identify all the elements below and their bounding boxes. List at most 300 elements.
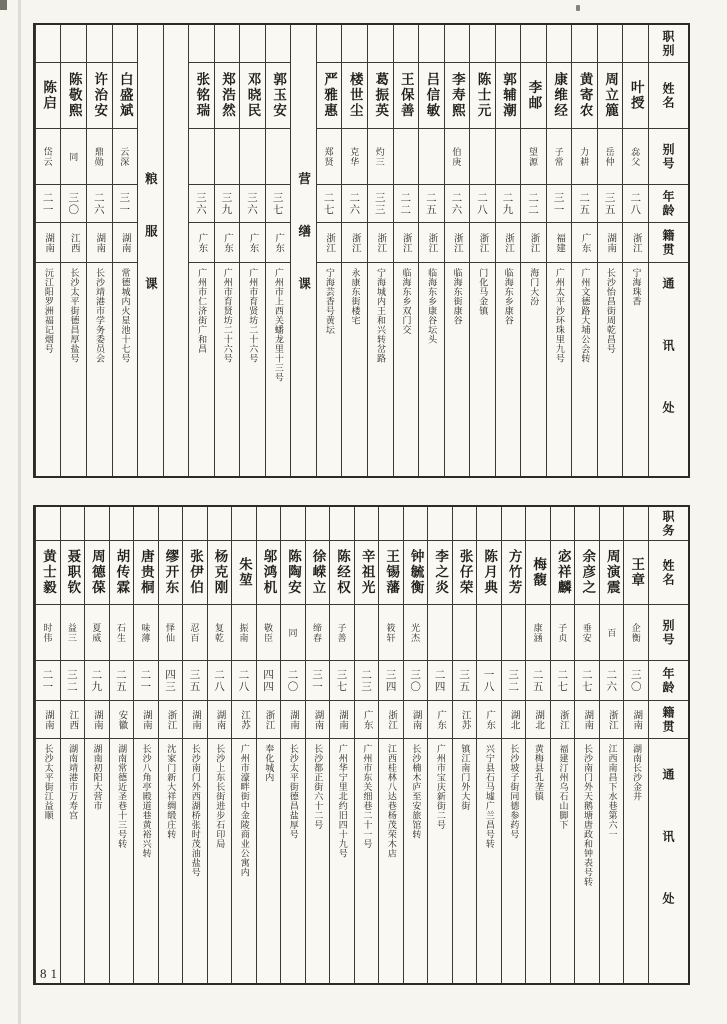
alias-cell-text: 夏威 [91, 622, 102, 643]
address-cell-text: 永康东街楼宅 [350, 268, 361, 325]
alias-cell [159, 605, 183, 661]
alias-cell [281, 605, 305, 661]
address-cell [215, 263, 240, 476]
name-cell [342, 63, 367, 129]
age-cell-text: 二五 [114, 668, 127, 693]
person-column [403, 507, 428, 983]
native-cell [113, 223, 138, 263]
person-column [546, 25, 572, 476]
address-cell [317, 263, 342, 476]
name-cell [159, 541, 183, 605]
alias-cell [547, 129, 572, 185]
age-cell-text: 二八 [237, 668, 250, 693]
age-cell-text: 三〇 [629, 668, 642, 693]
native-cell-text: 浙江 [426, 232, 438, 253]
address-cell [526, 739, 550, 983]
alias-cell [355, 605, 379, 661]
job-header-cell [649, 25, 688, 63]
native-cell-text: 江西 [68, 232, 80, 253]
address-cell-text: 海门大汾 [529, 268, 540, 306]
name-cell-text: 康维经 [552, 72, 568, 119]
person-column [188, 25, 214, 476]
native-cell-text: 广东 [247, 232, 259, 253]
native-cell [453, 701, 477, 739]
address-cell-text: 临海东街康谷 [452, 268, 463, 325]
name-cell-text: 张仔荣 [457, 549, 473, 596]
age-cell [257, 661, 281, 701]
native-cell [526, 701, 550, 739]
address-cell [134, 739, 158, 983]
name-cell-text: 叶授 [628, 80, 644, 111]
address-cell-text: 常德城内火星池十七号 [120, 268, 131, 363]
alias-cell [598, 129, 623, 185]
address-cell-text: 沅江阳罗洲福记烟号 [43, 268, 54, 354]
name-cell-text: 葛振英 [373, 72, 389, 119]
job-cell [445, 25, 470, 63]
person-column [393, 25, 419, 476]
name-cell [394, 63, 419, 129]
name-cell [281, 541, 305, 605]
address-cell-text: 广州市东关细巷二十一号 [362, 744, 373, 849]
name-cell-text: 吕信敏 [424, 72, 440, 119]
name-cell [36, 63, 61, 129]
name-cell-text: 王锡藩 [384, 549, 400, 596]
person-column [60, 507, 85, 983]
job-cell [551, 507, 575, 541]
address-cell-text: 宁海珠香 [631, 268, 642, 306]
directory-table-top [33, 23, 690, 478]
person-column [214, 25, 240, 476]
age-cell-text: 二五 [424, 191, 437, 216]
address-cell [428, 739, 452, 983]
native-cell-text: 浙江 [324, 232, 336, 253]
alias-cell-text: 子贞 [557, 622, 568, 643]
native-cell [355, 701, 379, 739]
native-cell [281, 701, 305, 739]
native-cell [240, 223, 265, 263]
age-cell [159, 661, 183, 701]
native-cell [394, 223, 419, 263]
job-header-label: 职务 [661, 509, 675, 538]
native-cell [189, 223, 214, 263]
native-cell [61, 223, 86, 263]
address-cell [110, 739, 134, 983]
age-cell-text: 二八 [212, 668, 225, 693]
name-cell [600, 541, 624, 605]
address-cell-text: 湖南常德近圣巷十三号转 [117, 744, 128, 849]
address-cell-text: 长沙坡子街同德参药号 [509, 744, 520, 839]
section-divider-column [137, 25, 163, 476]
job-header-cell [649, 507, 688, 541]
native-cell [623, 223, 648, 263]
age-cell-text: 三五 [603, 191, 616, 216]
scan-ink-mark [576, 5, 580, 11]
age-cell [470, 185, 495, 223]
person-column [109, 507, 134, 983]
name-cell-text: 郭玉安 [271, 72, 287, 119]
native-cell-text: 湖南 [605, 232, 617, 253]
native-cell-text: 浙江 [557, 709, 569, 730]
name-cell-text: 方竹芳 [506, 549, 522, 596]
job-cell [61, 507, 85, 541]
age-cell [547, 185, 572, 223]
person-column [280, 507, 305, 983]
name-cell [551, 541, 575, 605]
native-cell [445, 223, 470, 263]
alias-cell [257, 605, 281, 661]
native-cell-text: 湖南 [214, 709, 226, 730]
native-cell [368, 223, 393, 263]
name-cell-text: 王章 [629, 557, 645, 588]
field-header-column [648, 507, 688, 983]
address-cell-text: 黄梅县孔垄镇 [533, 744, 544, 801]
address-cell [368, 263, 393, 476]
native-cell [551, 701, 575, 739]
age-cell [453, 661, 477, 701]
name-cell-text: 杨克刚 [212, 549, 228, 596]
native-cell [496, 223, 521, 263]
job-cell [317, 25, 342, 63]
native-cell [477, 701, 501, 739]
name-cell [419, 63, 444, 129]
native-cell [266, 223, 291, 263]
native-cell-text: 湖南 [42, 709, 54, 730]
age-cell [232, 661, 256, 701]
age-cell [623, 185, 648, 223]
name-cell [575, 541, 599, 605]
name-cell-text: 辛祖光 [359, 549, 375, 596]
empty-column [163, 25, 189, 476]
name-cell [189, 63, 214, 129]
name-header-label: 姓名 [661, 81, 675, 110]
name-header-cell [649, 63, 688, 129]
alias-cell [183, 605, 207, 661]
scan-edge-shadow [18, 0, 21, 1024]
person-column [265, 25, 291, 476]
alias-cell [85, 605, 109, 661]
age-cell-text: 二八 [475, 191, 488, 216]
age-cell-text: 二六 [92, 191, 105, 216]
alias-cell [575, 605, 599, 661]
age-cell-text: 二一 [41, 668, 54, 693]
name-cell [232, 541, 256, 605]
person-column [427, 507, 452, 983]
person-column [469, 25, 495, 476]
native-cell-text: 浙江 [165, 709, 177, 730]
native-cell-text: 浙江 [606, 709, 618, 730]
alias-cell [134, 605, 158, 661]
age-cell-text: 四四 [262, 668, 274, 693]
name-cell-text: 邬鸿机 [261, 549, 277, 596]
address-cell [394, 263, 419, 476]
alias-cell [317, 129, 342, 185]
native-cell-text: 浙江 [400, 232, 412, 253]
alias-cell [342, 129, 367, 185]
native-cell [36, 701, 60, 739]
alias-cell [87, 129, 112, 185]
address-cell-text: 广州市濠畔街中金陵商业公寓内 [239, 744, 250, 877]
alias-cell [624, 605, 648, 661]
native-cell [183, 701, 207, 739]
directory-table-bottom [33, 505, 690, 985]
alias-cell [453, 605, 477, 661]
age-cell-text: 二七 [322, 191, 335, 216]
age-cell [394, 185, 419, 223]
native-cell [419, 223, 444, 263]
native-cell-text: 广东 [196, 232, 208, 253]
address-cell [379, 739, 403, 983]
name-cell-text: 周德葆 [89, 549, 105, 596]
address-cell [502, 739, 526, 983]
address-cell [281, 739, 305, 983]
native-cell-text: 湖南 [43, 232, 55, 253]
address-cell [575, 739, 599, 983]
native-header-label: 籍贯 [661, 705, 675, 734]
name-cell [453, 541, 477, 605]
alias-cell-text: 云深 [119, 146, 130, 167]
job-cell [404, 507, 428, 541]
age-cell-text: 二一 [139, 668, 152, 693]
native-cell-text: 浙江 [528, 232, 540, 253]
person-column [495, 25, 521, 476]
name-cell-text: 陈启 [41, 80, 57, 111]
name-cell [208, 541, 232, 605]
job-cell [428, 507, 452, 541]
alias-cell-text: 岱云 [42, 146, 53, 167]
job-cell [266, 25, 291, 63]
alias-cell [61, 129, 86, 185]
job-cell [281, 507, 305, 541]
address-header-cell [649, 739, 688, 983]
native-cell-text: 广东 [361, 709, 373, 730]
address-cell [183, 739, 207, 983]
age-cell-text: 二二 [527, 191, 540, 216]
age-cell-text: 三九 [220, 191, 233, 216]
age-cell-text: 二二 [399, 191, 412, 216]
name-cell [470, 63, 495, 129]
job-cell [215, 25, 240, 63]
name-cell-text: 唐贵桐 [138, 549, 154, 596]
name-cell-text: 楼世尘 [347, 72, 363, 119]
alias-cell-text: 光杰 [410, 622, 421, 643]
age-cell-text: 四三 [163, 668, 176, 693]
age-cell-text: 三二 [65, 668, 78, 693]
name-cell [404, 541, 428, 605]
address-cell [208, 739, 232, 983]
address-cell-text: 奉化城内 [264, 744, 275, 782]
address-cell [547, 263, 572, 476]
job-cell [240, 25, 265, 63]
alias-cell-text: 企衡 [630, 622, 641, 643]
age-cell [306, 661, 330, 701]
age-cell [330, 661, 354, 701]
alias-cell [368, 129, 393, 185]
job-cell [36, 25, 61, 63]
native-cell-text: 江西 [67, 709, 79, 730]
alias-cell [526, 605, 550, 661]
job-cell [419, 25, 444, 63]
name-cell [240, 63, 265, 129]
job-cell [547, 25, 572, 63]
name-cell-text: 梅馥 [531, 557, 547, 588]
address-header-label: 通讯处 [661, 768, 675, 954]
alias-header-cell [649, 605, 688, 661]
age-cell [404, 661, 428, 701]
age-cell-text: 二七 [556, 668, 569, 693]
native-cell [257, 701, 281, 739]
native-cell-text: 福建 [554, 232, 566, 253]
address-cell-text: 广州市上西关蟠龙里十三号 [273, 268, 284, 382]
native-header-cell [649, 701, 688, 739]
job-header-label: 职别 [661, 29, 675, 58]
alias-cell [61, 605, 85, 661]
name-cell-text: 王保善 [398, 72, 414, 119]
native-cell-text: 湖北 [508, 709, 520, 730]
alias-cell [502, 605, 526, 661]
native-cell-text: 湖南 [582, 709, 594, 730]
alias-cell [330, 605, 354, 661]
person-column [476, 507, 501, 983]
alias-cell-text: 郑贤 [323, 146, 334, 167]
alias-cell [572, 129, 597, 185]
job-cell [496, 25, 521, 63]
name-cell-text: 严雅惠 [322, 72, 338, 119]
age-cell-text: 三一 [552, 191, 565, 216]
name-header-cell [649, 541, 688, 605]
age-cell-text: 二六 [605, 668, 618, 693]
person-column [60, 25, 86, 476]
age-cell-text: 三二 [507, 668, 520, 693]
native-cell-text: 湖南 [410, 709, 422, 730]
name-cell [623, 63, 648, 129]
job-cell [623, 25, 648, 63]
name-cell-text: 钟毓衡 [408, 549, 424, 596]
name-cell-text: 胡传霖 [114, 549, 130, 596]
person-column [525, 507, 550, 983]
age-cell [240, 185, 265, 223]
age-header-cell [649, 185, 688, 223]
address-cell-text: 长沙太平街德昌厚盐号 [69, 268, 80, 363]
section-label-cell [138, 25, 163, 476]
alias-cell [496, 129, 521, 185]
native-cell-text: 浙江 [263, 709, 275, 730]
name-cell-text: 黄士毅 [40, 549, 56, 596]
name-cell-text: 陈士元 [475, 72, 491, 119]
age-cell [61, 661, 85, 701]
job-cell [36, 507, 60, 541]
name-cell-text: 张伊伯 [187, 549, 203, 596]
age-cell [477, 661, 501, 701]
section-label-cell [291, 25, 316, 476]
person-column [35, 25, 61, 476]
native-cell [232, 701, 256, 739]
native-cell [470, 223, 495, 263]
native-cell-text: 湖北 [533, 709, 545, 730]
age-cell [575, 661, 599, 701]
native-cell [61, 701, 85, 739]
address-cell-text: 宁海芸香号黄坛 [324, 268, 335, 335]
name-cell-text: 许治安 [92, 72, 108, 119]
job-cell [330, 507, 354, 541]
person-column [305, 507, 330, 983]
native-cell [600, 701, 624, 739]
name-cell [61, 541, 85, 605]
person-column [574, 507, 599, 983]
address-cell-text: 镇江南门外大街 [460, 744, 471, 811]
age-cell [496, 185, 521, 223]
alias-cell-text: 石生 [115, 622, 126, 643]
job-cell [159, 507, 183, 541]
native-cell-text: 湖南 [337, 709, 349, 730]
address-cell-text: 广州市育贤坊二十六号 [248, 268, 259, 363]
name-cell [547, 63, 572, 129]
native-cell [306, 701, 330, 739]
alias-cell-text: 克华 [349, 146, 360, 167]
age-cell [624, 661, 648, 701]
age-cell [572, 185, 597, 223]
native-cell [215, 223, 240, 263]
native-cell [330, 701, 354, 739]
age-cell [208, 661, 232, 701]
job-cell [61, 25, 86, 63]
age-cell-text: 二〇 [286, 668, 299, 693]
address-cell-text: 广州太平沙环珠里九号 [554, 268, 565, 363]
name-cell-text: 邓晓民 [245, 72, 261, 119]
address-cell-text: 宁海城内王和兴转岔路 [376, 268, 386, 363]
alias-cell-text: 筱轩 [385, 622, 396, 643]
age-cell [598, 185, 623, 223]
address-cell [306, 739, 330, 983]
alias-cell [113, 129, 138, 185]
job-cell [110, 507, 134, 541]
age-cell [36, 661, 60, 701]
person-column [418, 25, 444, 476]
age-cell [215, 185, 240, 223]
address-cell-text: 福建汀州乌石山脚下 [558, 744, 569, 830]
native-cell-text: 江苏 [238, 709, 250, 730]
alias-cell [215, 129, 240, 185]
name-cell [428, 541, 452, 605]
person-column [341, 25, 367, 476]
section-divider-column [290, 25, 316, 476]
job-cell [572, 25, 597, 63]
address-cell-text: 广州市育贤坊二十六号 [222, 268, 233, 363]
address-cell [266, 263, 291, 476]
alias-cell [445, 129, 470, 185]
age-cell [36, 185, 61, 223]
name-cell [36, 541, 60, 605]
address-cell [445, 263, 470, 476]
age-cell [445, 185, 470, 223]
native-cell [598, 223, 623, 263]
age-cell [281, 661, 305, 701]
address-cell [572, 263, 597, 476]
native-cell-text: 安徽 [116, 709, 128, 730]
native-cell [159, 701, 183, 739]
address-cell [551, 739, 575, 983]
name-cell-text: 聂职钦 [65, 549, 81, 596]
native-cell-text: 江苏 [459, 709, 471, 730]
alias-cell [36, 605, 60, 661]
person-column [35, 507, 60, 983]
age-cell [266, 185, 291, 223]
person-column [622, 25, 648, 476]
alias-cell [189, 129, 214, 185]
alias-cell [470, 129, 495, 185]
alias-cell [110, 605, 134, 661]
name-cell-text: 张铭瑞 [194, 72, 210, 119]
name-cell-text: 白盛斌 [117, 72, 133, 119]
